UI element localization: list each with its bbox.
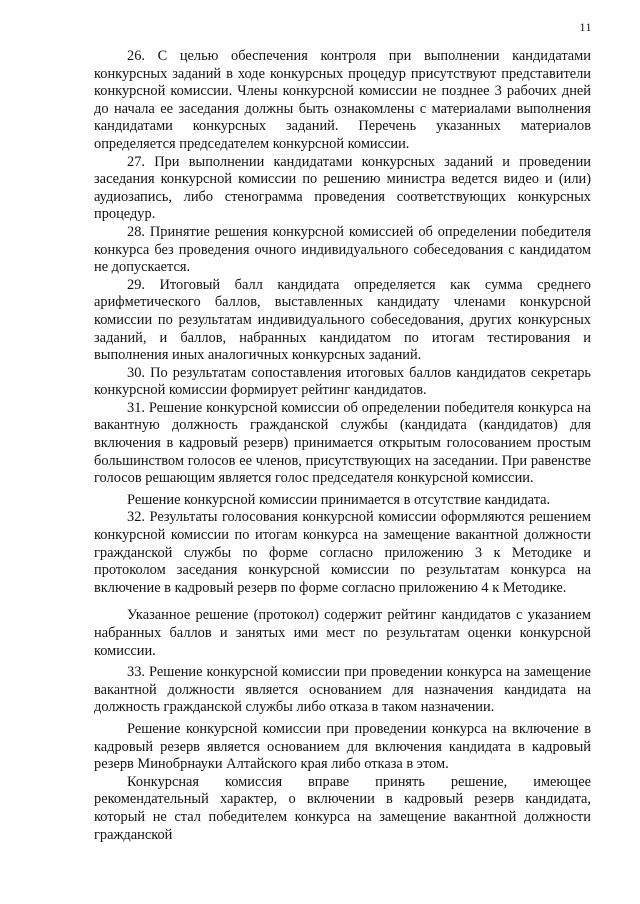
paragraph-27: 27. При выполнении кандидатами конкурсных заданий и проведении заседания конкурсной комиссии по решению министра ведется видео и (или) аудиозапись, либо стенограмма проведения соответствующих конкурсных процедур. bbox=[94, 153, 591, 223]
document-body bbox=[94, 48, 591, 844]
paragraph-28: 28. Принятие решения конкурсной комиссией об определении победителя конкурса без проведения очного индивидуального собеседования с кандидатом не допускается. bbox=[94, 223, 591, 276]
page-number: 11 bbox=[579, 20, 592, 34]
paragraph-30: 30. По результатам сопоставления итоговых баллов кандидатов секретарь конкурсной комиссии формирует рейтинг кандидатов. bbox=[94, 364, 591, 399]
paragraph-26: 26. С целью обеспечения контроля при выполнении кандидатами конкурсных заданий в ходе конкурсных процедур присутствуют представители конкурсной комиссии. Члены конкурсной комиссии не позднее 3 рабочих дней до начала ее заседания должны быть ознакомлены с материалами выполнения кандидатами конкурсных заданий. Перечень указанных материалов определяется председателем конкурсной комиссии. bbox=[94, 48, 591, 152]
paragraph-31-note: Решение конкурсной комиссии принимается в отсутствие кандидата. bbox=[127, 491, 551, 508]
paragraph-31: 31. Решение конкурсной комиссии об определении победителя конкурса на вакантную должность гражданской службы (кандидата (кандидатов) для включения в кадровый резерв) принимается открытым голосованием простым большинством голосов ее членов, присутствующих на заседании. При равенстве голосов решающим является голос председателя конкурсной комиссии. bbox=[94, 399, 591, 487]
paragraph-32: 32. Результаты голосования конкурсной комиссии оформляются решением конкурсной комиссии по итогам конкурса на замещение вакантной должности гражданской службы по форме согласно приложению 3 к Методике и протоколом заседания конкурсной комиссии по результатам конкурса на включение в кадровый резерв по форме согласно приложению 4 к Методике. bbox=[94, 509, 591, 596]
paragraph-29: 29. Итоговый балл кандидата определяется как сумма среднего арифметического баллов, выставленных кандидату членами конкурсной комиссии по результатам индивидуального собеседования, других конкурсных заданий, и баллов, набранных кандидатом по итогам тестирования и выполнения иных аналогичных конкурсных заданий. bbox=[94, 276, 591, 364]
paragraph-32-note: Указанное решение (протокол) содержит рейтинг кандидатов с указанием набранных баллов и занятых ими мест по результатам оценки конкурсной комиссии. bbox=[94, 607, 591, 659]
paragraph-33-reserve: Решение конкурсной комиссии при проведении конкурса на включение в кадровый резерв является основанием для включения кандидата в кадровый резерв Минобрнауки Алтайского края либо отказа в этом. bbox=[94, 720, 591, 773]
paragraph-33: 33. Решение конкурсной комиссии при проведении конкурса на замещение вакантной должности является основанием для назначения кандидата на должность гражданской службы либо отказа в таком назначении. bbox=[94, 664, 591, 716]
paragraph-33-recommendation: Конкурсная комиссия вправе принять решение, имеющее рекомендательный характер, о включении в кадровый резерв кандидата, который не стал победителем конкурса на замещение вакантной должности гражданской bbox=[94, 773, 591, 843]
